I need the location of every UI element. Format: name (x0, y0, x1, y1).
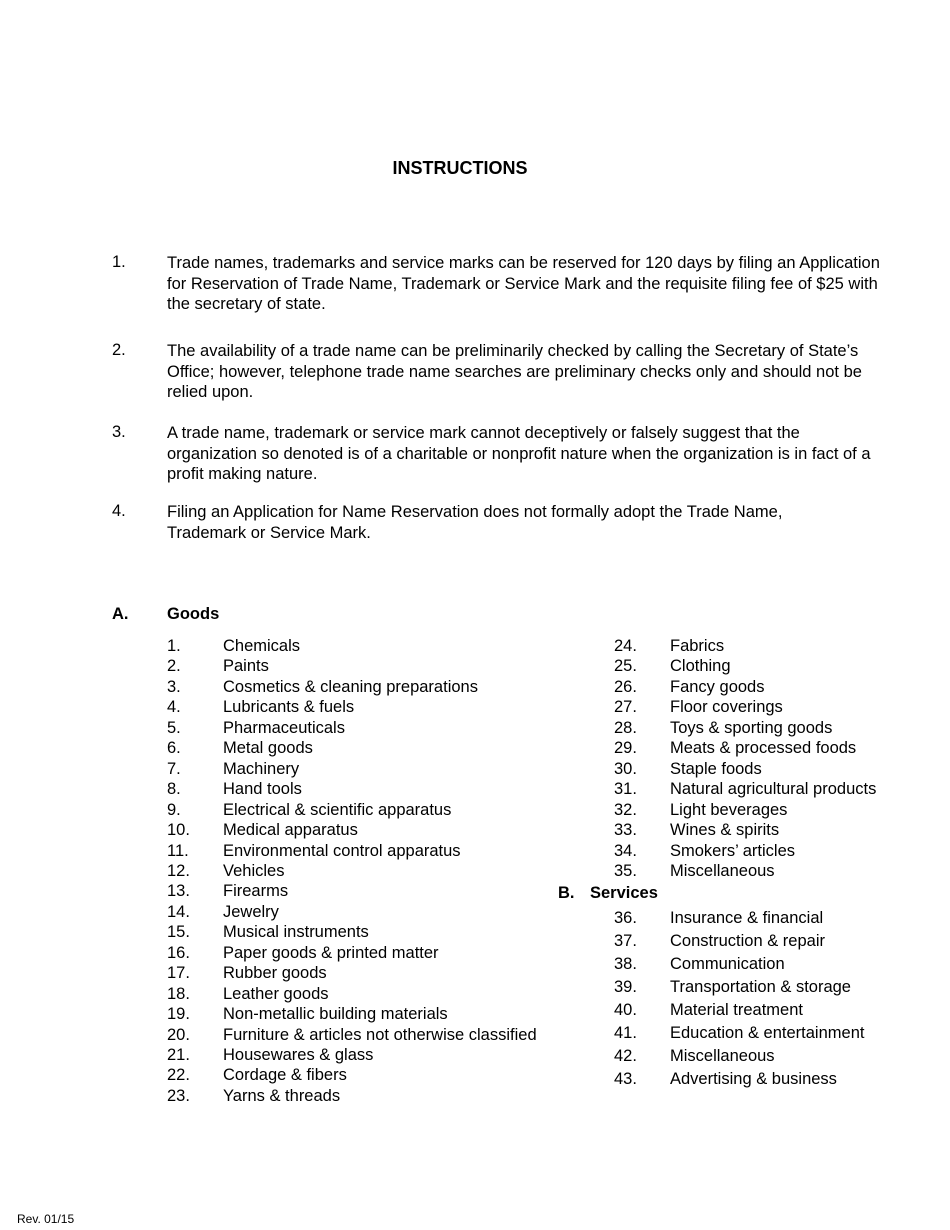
list-item-label: Education & entertainment (670, 1024, 865, 1042)
list-item-label: Smokers’ articles (670, 841, 795, 860)
list-item-label: Firearms (223, 882, 289, 901)
instruction-text: A trade name, trademark or service mark cannot deceptively or falsely suggest that the organization so denoted is of a charitable or nonprofit nature when the organization is in fact of a profit making nature. (167, 424, 871, 483)
list-item-number: 22. (167, 1066, 190, 1085)
list-item-number: 4. (167, 698, 181, 717)
list-item-number: 10. (167, 821, 190, 840)
list-item-label: Non-metallic building materials (223, 1005, 448, 1024)
list-item-number: 33. (614, 821, 637, 840)
list-item-number: 15. (167, 923, 190, 942)
list-item-label: Staple foods (670, 759, 762, 778)
list-item-label: Communication (670, 955, 785, 973)
list-item-label: Musical instruments (223, 923, 369, 942)
list-item-label: Metal goods (223, 739, 313, 758)
list-item-label: Insurance & financial (670, 909, 824, 927)
list-item-label: Advertising & business (670, 1070, 837, 1088)
list-item-label: Miscellaneous (670, 1047, 775, 1065)
list-item-label: Paints (223, 657, 269, 676)
list-item-number: 3. (167, 677, 181, 696)
list-item-number: 11. (167, 841, 189, 860)
list-item-label: Environmental control apparatus (223, 841, 461, 860)
list-item-number: 23. (167, 1086, 190, 1105)
list-item-number: 27. (614, 698, 637, 717)
list-item-label: Transportation & storage (670, 978, 851, 996)
instruction-number: 1. (112, 253, 126, 271)
list-item-label: Light beverages (670, 800, 788, 819)
list-item-number: 43. (614, 1070, 637, 1088)
list-item-number: 25. (614, 657, 637, 676)
instruction-number: 4. (112, 502, 126, 520)
list-item-label: Machinery (223, 759, 300, 778)
revision-footer: Rev. 01/15 (17, 1212, 75, 1226)
list-item-number: 1. (167, 637, 181, 655)
list-item-number: 37. (614, 932, 637, 950)
list-item-label: Pharmaceuticals (223, 718, 345, 737)
list-item-number: 29. (614, 739, 637, 758)
list-item-number: 40. (614, 1001, 637, 1019)
list-item-number: 38. (614, 955, 637, 973)
list-item-number: 13. (167, 882, 190, 901)
list-item-number: 20. (167, 1025, 190, 1044)
list-item-label: Jewelry (223, 902, 279, 921)
list-item-number: 7. (167, 759, 181, 778)
list-item-number: 14. (167, 902, 190, 921)
services-section-heading: Services (590, 884, 658, 902)
list-item-label: Housewares & glass (223, 1046, 374, 1064)
page-title: INSTRUCTIONS (392, 158, 528, 178)
list-item-number: 34. (614, 841, 637, 860)
list-item-number: 24. (614, 637, 637, 655)
list-item-number: 17. (167, 964, 190, 983)
goods-section-heading: Goods (167, 605, 220, 623)
list-item-number: 30. (614, 759, 637, 778)
list-item-label: Fabrics (670, 637, 725, 655)
list-item-number: 2. (167, 657, 181, 676)
list-item-label: Medical apparatus (223, 821, 358, 840)
list-item-label: Material treatment (670, 1001, 803, 1019)
list-item-label: Rubber goods (223, 964, 327, 983)
list-item-number: 42. (614, 1047, 637, 1065)
list-item-label: Paper goods & printed matter (223, 943, 439, 962)
list-item-label: Leather goods (223, 984, 329, 1003)
list-item-number: 6. (167, 739, 181, 758)
instruction-text: The availability of a trade name can be preliminarily checked by calling the Secretary of State’s Office; however, telephone trade name searches are preliminary checks only and should not be relied upon. (167, 342, 862, 401)
list-item-number: 36. (614, 909, 637, 927)
list-item-label: Vehicles (223, 861, 285, 880)
list-item-label: Miscellaneous (670, 861, 775, 880)
list-item-label: Lubricants & fuels (223, 698, 355, 717)
list-item-number: 28. (614, 718, 637, 737)
instruction-number: 3. (112, 423, 126, 441)
list-item-number: 39. (614, 978, 637, 996)
instruction-text: Filing an Application for Name Reservation does not formally adopt the Trade Name, Trademark or Service Mark. (167, 503, 783, 542)
list-item-label: Furniture & articles not otherwise classified (223, 1025, 537, 1044)
list-item-number: 16. (167, 943, 190, 962)
list-item-label: Construction & repair (670, 932, 825, 950)
goods-section-letter: A. (112, 605, 129, 623)
list-item-number: 26. (614, 677, 637, 696)
list-item-label: Wines & spirits (670, 821, 780, 840)
list-item-label: Cosmetics & cleaning preparations (223, 677, 478, 696)
list-item-label: Yarns & threads (223, 1086, 341, 1105)
list-item-label: Electrical & scientific apparatus (223, 800, 452, 819)
list-item-label: Meats & processed foods (670, 739, 857, 758)
list-item-number: 12. (167, 861, 190, 880)
list-item-label: Cordage & fibers (223, 1066, 347, 1085)
list-item-label: Hand tools (223, 780, 302, 799)
list-item-label: Clothing (670, 657, 731, 676)
list-item-label: Toys & sporting goods (670, 718, 833, 737)
list-item-number: 19. (167, 1005, 190, 1024)
list-item-label: Fancy goods (670, 677, 765, 696)
list-item-label: Natural agricultural products (670, 780, 877, 799)
list-item-label: Floor coverings (670, 698, 783, 717)
list-item-number: 8. (167, 780, 181, 799)
list-item-number: 32. (614, 800, 637, 819)
list-item-label: Chemicals (223, 637, 301, 655)
services-section-letter: B. (558, 884, 575, 902)
list-item-number: 35. (614, 861, 637, 880)
list-item-number: 31. (614, 780, 637, 799)
instruction-text: Trade names, trademarks and service marks can be reserved for 120 days by filing an Application for Reservation of Trade Name, Trademark or Service Mark and the requisite filing fee of $25 with the secretary of state. (167, 254, 880, 313)
list-item-number: 41. (614, 1024, 637, 1042)
list-item-number: 9. (167, 800, 181, 819)
instruction-number: 2. (112, 341, 126, 359)
list-item-number: 21. (167, 1046, 190, 1064)
list-item-number: 18. (167, 984, 190, 1003)
list-item-number: 5. (167, 718, 181, 737)
